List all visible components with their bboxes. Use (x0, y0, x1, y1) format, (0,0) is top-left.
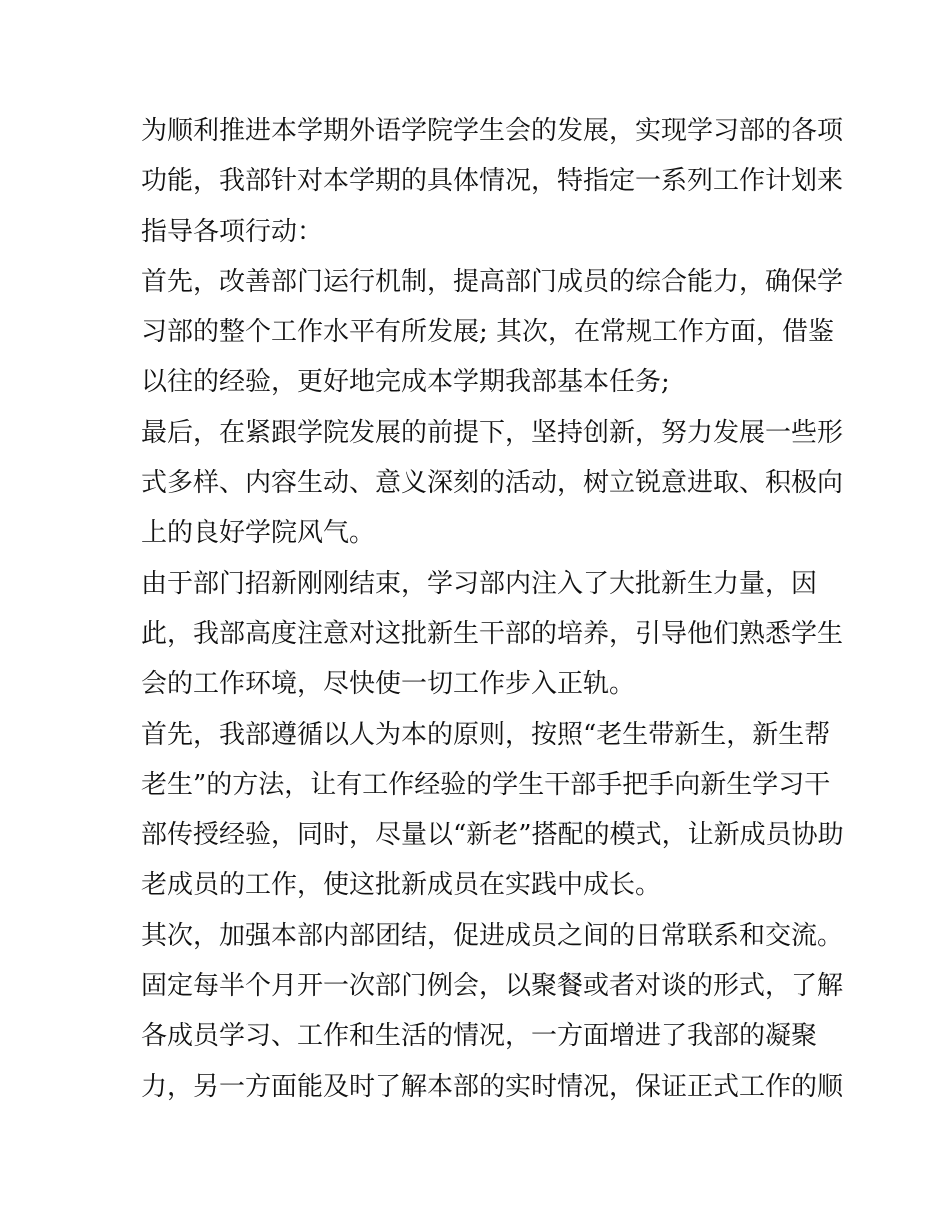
text-line: 各成员学习、工作和生活的情况，一方面增进了我部的凝聚 (141, 1021, 818, 1052)
text-line: 老生”的方法，让有工作经验的学生干部手把手向新生学习干 (141, 769, 831, 800)
text-line: 固定每半个月开一次部门例会，以聚餐或者对谈的形式，了解 (141, 971, 844, 1002)
text-line: 指导各项行动： (141, 216, 324, 247)
text-line: 由于部门招新刚刚结束，学习部内注入了大批新生力量，因 (141, 568, 818, 599)
text-line: 首先，改善部门运行机制，提高部门成员的综合能力，确保学 (141, 266, 844, 297)
text-line: 最后，在紧跟学院发展的前提下，坚持创新，努力发展一些形 (141, 417, 844, 448)
text-line: 首先，我部遵循以人为本的原则，按照“老生带新生，新生帮 (141, 719, 831, 750)
text-line: 习部的整个工作水平有所发展; 其次，在常规工作方面，借鉴 (141, 317, 835, 348)
text-line: 老成员的工作，使这批新成员在实践中成长。 (141, 870, 662, 901)
text-line: 部传授经验，同时，尽量以“新老”搭配的模式，让新成员协助 (141, 820, 844, 851)
text-line: 上的良好学院风气。 (141, 518, 376, 549)
text-line: 功能，我部针对本学期的具体情况，特指定一系列工作计划来 (141, 166, 844, 197)
text-line: 以往的经验，更好地完成本学期我部基本任务; (141, 367, 670, 398)
text-line: 力，另一方面能及时了解本部的实时情况，保证正式工作的顺 (141, 1071, 844, 1102)
text-line: 会的工作环境，尽快使一切工作步入正轨。 (141, 669, 636, 700)
text-line: 其次，加强本部内部团结，促进成员之间的日常联系和交流。 (141, 920, 844, 951)
text-line: 此，我部高度注意对这批新生干部的培养，引导他们熟悉学生 (141, 618, 844, 649)
document-body (141, 106, 844, 1112)
text-line: 为顺利推进本学期外语学院学生会的发展，实现学习部的各项 (141, 116, 844, 146)
text-line: 式多样、内容生动、意义深刻的活动，树立锐意进取、积极向 (141, 468, 844, 499)
